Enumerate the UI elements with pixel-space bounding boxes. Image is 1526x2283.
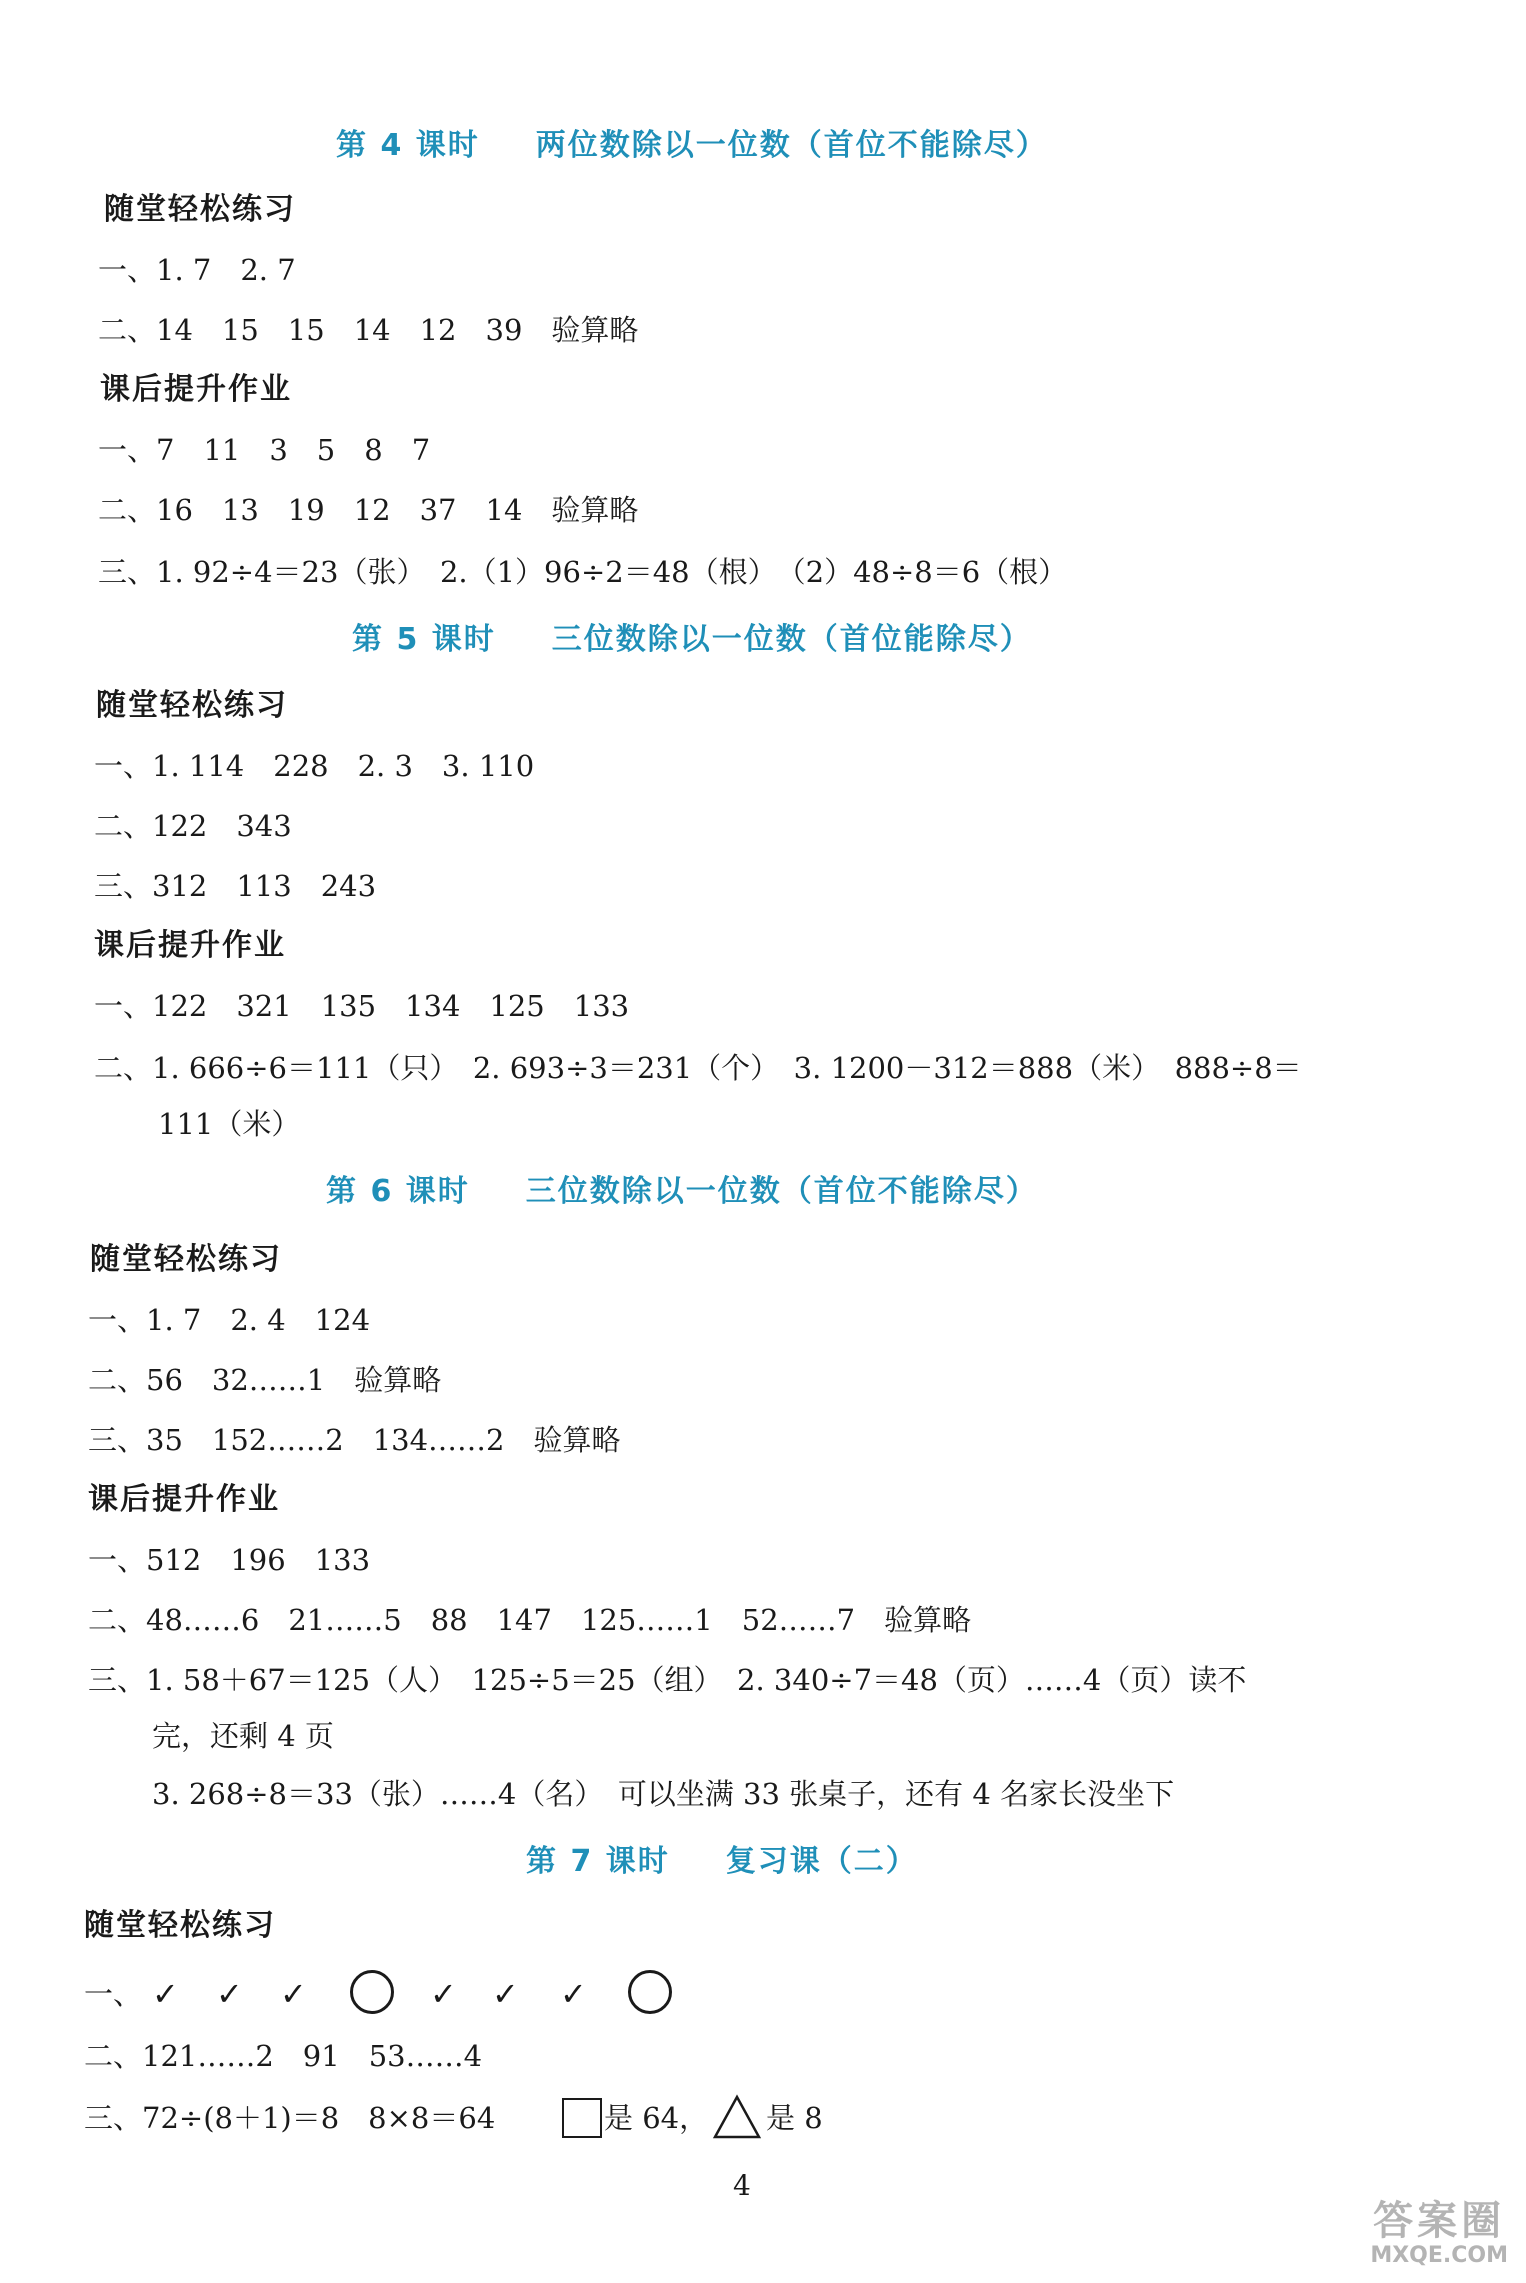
answer-line: 二、56 32……1 验算略 bbox=[88, 1363, 442, 1397]
section-heading: 课后提升作业 bbox=[88, 1482, 280, 1517]
answer-line: 是 8 bbox=[766, 2101, 823, 2135]
lesson-title: 两位数除以一位数（首位不能除尽） bbox=[535, 128, 1048, 163]
answer-line: 二、14 15 15 14 12 39 验算略 bbox=[98, 313, 639, 347]
answer-line: 3. 268÷8＝33（张）……4（名） 可以坐满 33 张桌子，还有 4 名家长没坐下 bbox=[152, 1777, 1175, 1811]
check-mark: ✓ bbox=[280, 1975, 307, 2013]
answer-line: 三、1. 92÷4＝23（张） 2.（1）96÷2＝48（根） （2）48÷8＝6（根） bbox=[98, 555, 1068, 589]
section-heading: 随堂轻松练习 bbox=[90, 1242, 282, 1277]
section-heading: 随堂轻松练习 bbox=[84, 1908, 276, 1943]
check-mark: ✓ bbox=[216, 1975, 243, 2013]
answer-line: 一、 bbox=[84, 1977, 143, 2011]
circle-mark-icon bbox=[628, 1970, 672, 2014]
section-heading: 随堂轻松练习 bbox=[96, 688, 288, 723]
check-mark: ✓ bbox=[430, 1975, 457, 2013]
watermark-url: MXQE.COM bbox=[1370, 2243, 1508, 2268]
answer-line: 一、7 11 3 5 8 7 bbox=[98, 433, 431, 467]
answer-line: 二、16 13 19 12 37 14 验算略 bbox=[98, 493, 639, 527]
answer-line: 三、35 152……2 134……2 验算略 bbox=[88, 1423, 621, 1457]
section-heading: 随堂轻松练习 bbox=[104, 192, 296, 227]
answer-line: 二、48……6 21……5 88 147 125……1 52……7 验算略 bbox=[88, 1603, 972, 1637]
answer-line: 一、1. 7 2. 4 124 bbox=[88, 1303, 371, 1337]
answer-line: 一、512 196 133 bbox=[88, 1543, 371, 1577]
square-icon bbox=[562, 2098, 602, 2138]
section-heading: 课后提升作业 bbox=[94, 928, 286, 963]
answer-line: 111（米） bbox=[158, 1107, 301, 1141]
lesson-6-heading bbox=[326, 1170, 1038, 1214]
section-heading: 课后提升作业 bbox=[100, 372, 292, 407]
answer-line: 三、1. 58＋67＝125（人） 125÷5＝25（组） 2. 340÷7＝48（页）……4（页）读不 bbox=[88, 1663, 1247, 1697]
answer-line: 二、122 343 bbox=[94, 809, 292, 843]
answer-line: 二、1. 666÷6＝111（只） 2. 693÷3＝231（个） 3. 1200－312＝888（米） 888÷8＝ bbox=[94, 1051, 1302, 1085]
answer-line: 二、121……2 91 53……4 bbox=[84, 2039, 483, 2073]
page-number: 4 bbox=[733, 2169, 751, 2202]
check-mark: ✓ bbox=[152, 1975, 179, 2013]
lesson-5-heading bbox=[352, 618, 1032, 662]
answer-line: 一、122 321 135 134 125 133 bbox=[94, 989, 630, 1023]
answer-line: 三、312 113 243 bbox=[94, 869, 377, 903]
watermark-logo bbox=[1370, 2199, 1508, 2269]
lesson-label: 第 4 课时 bbox=[336, 128, 480, 163]
watermark-text: 答案圈 bbox=[1373, 2198, 1506, 2244]
answer-line: 是 64， bbox=[604, 2101, 709, 2135]
lesson-4-heading bbox=[336, 124, 1048, 168]
lesson-7-heading bbox=[526, 1840, 918, 1884]
lesson-title: 三位数除以一位数（首位不能除尽） bbox=[525, 1174, 1038, 1209]
triangle-icon bbox=[712, 2094, 762, 2140]
answer-line: 完，还剩 4 页 bbox=[152, 1719, 334, 1753]
lesson-label: 第 5 课时 bbox=[352, 622, 496, 657]
lesson-title: 复习课（二） bbox=[725, 1844, 918, 1879]
answer-line: 一、1. 114 228 2. 3 3. 110 bbox=[94, 749, 535, 783]
check-mark: ✓ bbox=[560, 1975, 587, 2013]
answer-line: 一、1. 7 2. 7 bbox=[98, 253, 296, 287]
lesson-title: 三位数除以一位数（首位能除尽） bbox=[551, 622, 1032, 657]
lesson-label: 第 7 课时 bbox=[526, 1844, 670, 1879]
answer-line: 三、72÷(8＋1)＝8 8×8＝64 bbox=[84, 2101, 496, 2135]
lesson-label: 第 6 课时 bbox=[326, 1174, 470, 1209]
circle-mark-icon bbox=[350, 1970, 394, 2014]
check-mark: ✓ bbox=[492, 1975, 519, 2013]
